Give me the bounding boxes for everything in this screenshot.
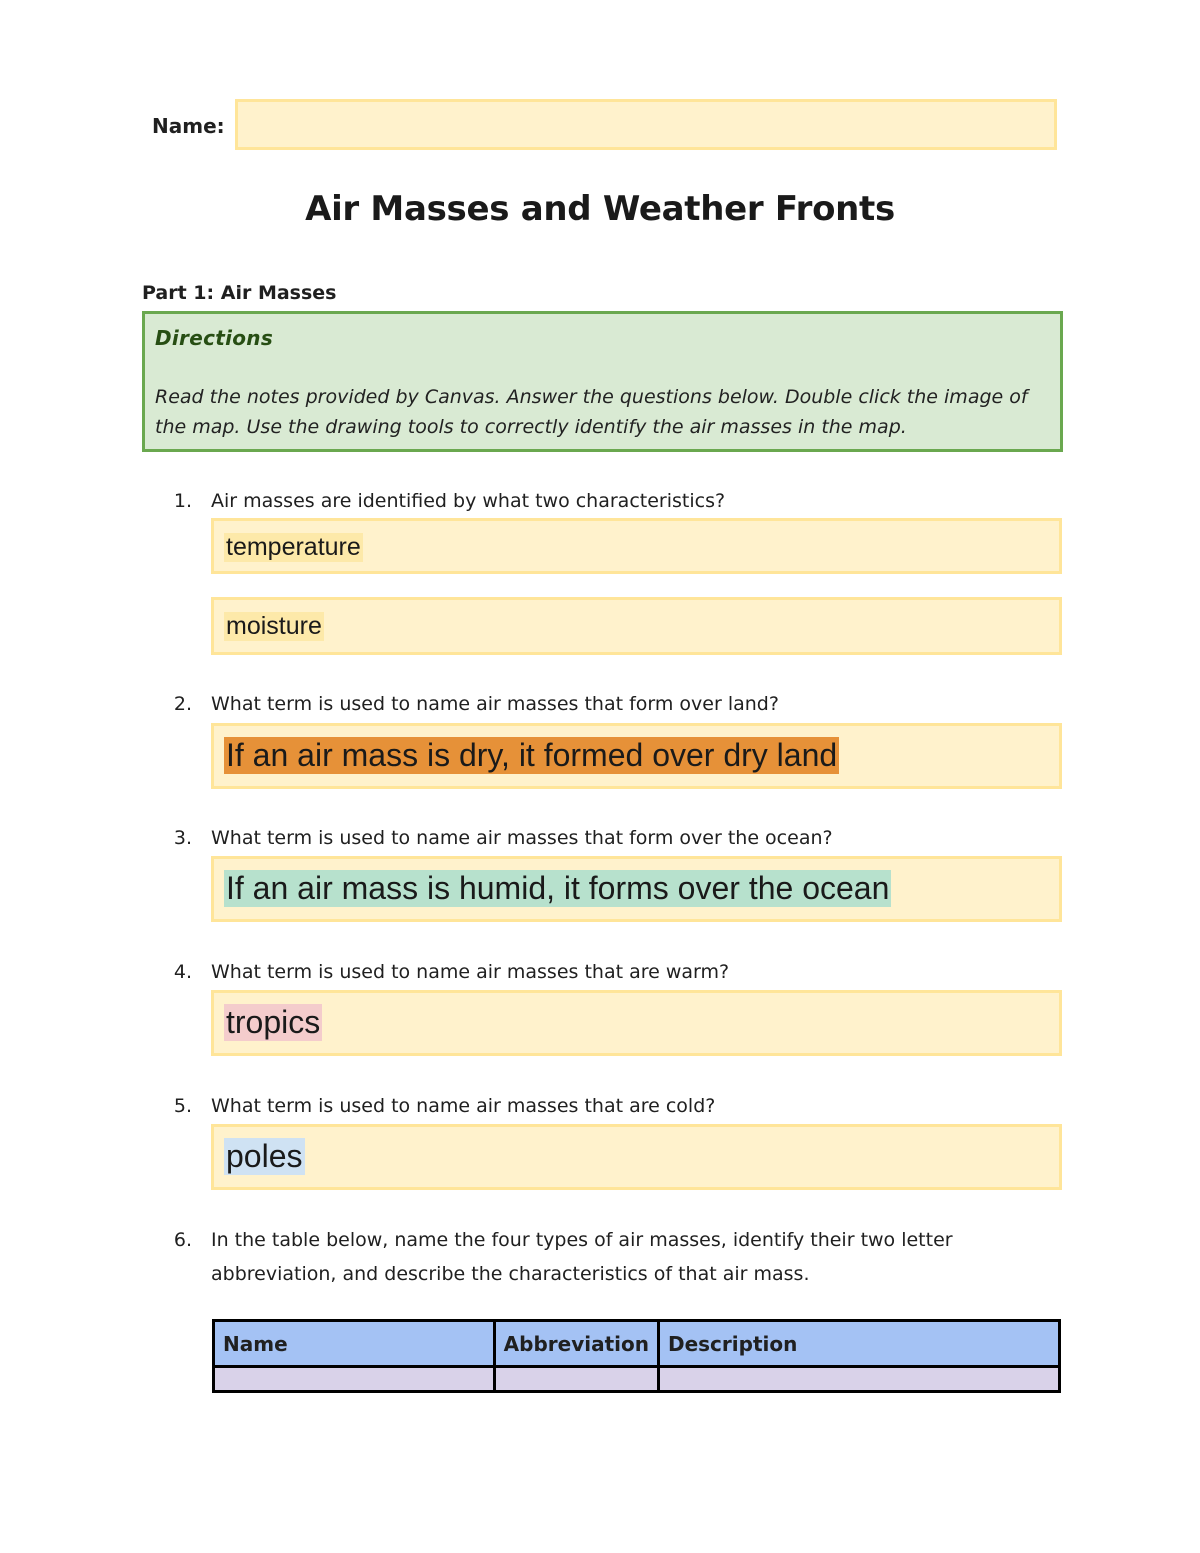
part-heading: Part 1: Air Masses xyxy=(142,282,337,304)
question-number: 5. xyxy=(173,1095,192,1117)
column-header-description: Description xyxy=(658,1321,1059,1367)
directions-title: Directions xyxy=(155,326,274,350)
question-number: 6. xyxy=(173,1229,192,1251)
answer-text: If an air mass is dry, it formed over dry land xyxy=(226,737,838,773)
question-text: In the table below, name the four types of air masses, identify their two letter xyxy=(211,1229,953,1251)
question-number: 4. xyxy=(173,961,192,983)
question-text: Air masses are identified by what two characteristics? xyxy=(211,490,726,512)
table-cell-name[interactable] xyxy=(214,1367,495,1392)
page-title: Air Masses and Weather Fronts xyxy=(305,189,895,229)
answer-text: temperature xyxy=(226,533,361,561)
question-text: abbreviation, and describe the characteristics of that air mass. xyxy=(211,1263,810,1285)
name-field[interactable] xyxy=(235,99,1057,150)
question-text: What term is used to name air masses that are warm? xyxy=(211,961,730,983)
answer-text: poles xyxy=(226,1138,303,1174)
directions-text: Read the notes provided by Canvas. Answer the questions below. Double click the image of the map. Use the drawing tools to correctly identify the air masses in the map. xyxy=(155,386,1028,438)
question-number: 1. xyxy=(173,490,192,512)
question-text: What term is used to name air masses that are cold? xyxy=(211,1095,716,1117)
table-row xyxy=(214,1367,1060,1392)
directions-box xyxy=(142,311,1063,452)
answer-text: If an air mass is humid, it forms over the ocean xyxy=(226,870,890,906)
question-number: 2. xyxy=(173,693,192,715)
answer-text: moisture xyxy=(226,612,322,640)
name-label: Name: xyxy=(152,114,225,138)
table-header-row xyxy=(214,1321,1060,1367)
question-text: What term is used to name air masses that form over land? xyxy=(211,693,779,715)
question-number: 3. xyxy=(173,827,192,849)
answer-field[interactable] xyxy=(211,856,1062,922)
column-header-name: Name xyxy=(214,1321,495,1367)
answer-field[interactable] xyxy=(211,597,1062,655)
table-cell-abbreviation[interactable] xyxy=(494,1367,658,1392)
answer-field[interactable] xyxy=(211,990,1062,1056)
air-mass-table xyxy=(212,1319,1061,1393)
answer-field[interactable] xyxy=(211,1124,1062,1190)
answer-text: tropics xyxy=(226,1004,321,1040)
column-header-abbreviation: Abbreviation xyxy=(494,1321,658,1367)
answer-field[interactable] xyxy=(211,518,1062,574)
table-cell-description[interactable] xyxy=(658,1367,1059,1392)
answer-field[interactable] xyxy=(211,723,1062,789)
question-text: What term is used to name air masses that form over the ocean? xyxy=(211,827,833,849)
